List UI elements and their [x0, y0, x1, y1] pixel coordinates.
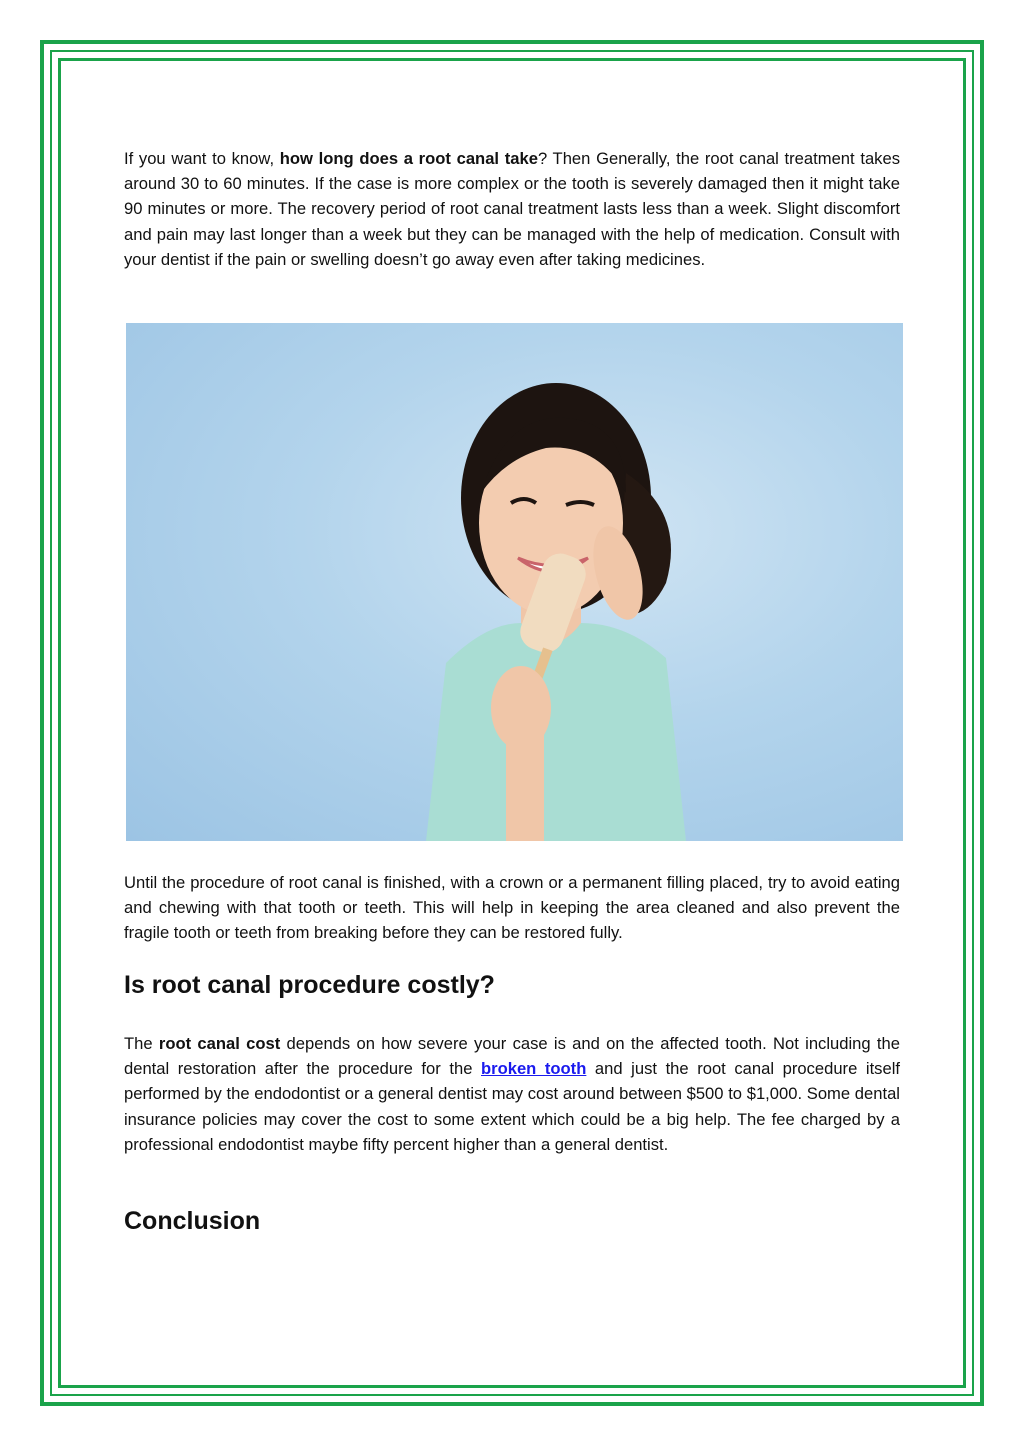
- cost-bold-phrase: root canal cost: [158, 1034, 281, 1053]
- broken-tooth-link[interactable]: broken tooth: [481, 1059, 587, 1079]
- conclusion-heading: Conclusion: [124, 1207, 261, 1235]
- cost-heading: Is root canal procedure costly?: [124, 971, 495, 999]
- photo-illustration: [126, 323, 903, 841]
- cost-paragraph: The root canal cost depends on how severe your case is and on the affected tooth. Not including the dental restoration after the procedure for the broken tooth and just the root canal procedure itself performed by the endodontist or a general dentist may cost around between $500 to $1,000. Some dental insurance policies may cover the cost to some extent which could be a big help. The fee charged by a professional endodontist maybe fifty percent higher than a general dentist.: [124, 1034, 900, 1154]
- intro-paragraph: If you want to know, how long does a root canal take? Then Generally, the root canal treatment takes around 30 to 60 minutes. If the case is more complex or the tooth is severely damaged then it might take 90 minutes or more. The recovery period of root canal treatment lasts less than a week. Slight discomfort and pain may last longer than a week but they can be managed with the help of medication. Consult with your dentist if the pain or swelling doesn’t go away even after taking medicines.: [124, 149, 900, 269]
- intro-bold-phrase: how long does a root canal take: [279, 149, 538, 168]
- eating-advice-paragraph: Until the procedure of root canal is finished, with a crown or a permanent filling placed, try to avoid eating and chewing with that tooth or teeth. This will help in keeping the area cleaned and also prevent the fragile tooth or teeth from breaking before they can be restored fully.: [124, 873, 900, 943]
- woman-ice-cream-photo: [126, 323, 903, 841]
- intro-section: [124, 146, 900, 272]
- eating-advice-section: [124, 870, 900, 946]
- cost-section: [124, 1031, 900, 1157]
